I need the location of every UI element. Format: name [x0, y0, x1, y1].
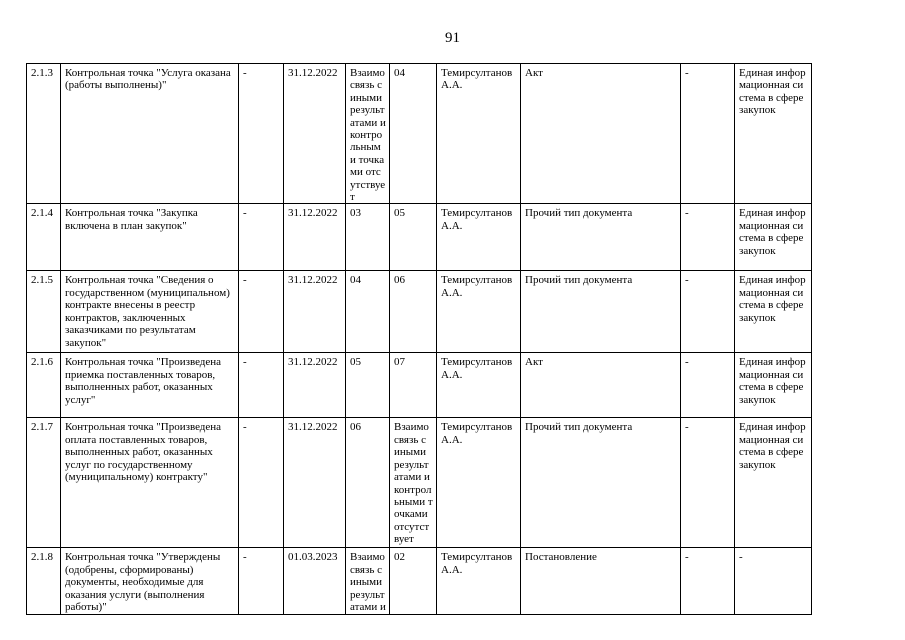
deadline-date: 31.12.2022 — [284, 204, 346, 271]
responsible-person: Темирсултанов А.А. — [437, 548, 521, 615]
information-system: Единая информационная система в сфере закупок — [735, 353, 812, 418]
row-number: 2.1.3 — [27, 64, 61, 204]
information-system: Единая информационная система в сфере закупок — [735, 204, 812, 271]
responsible-person: Темирсултанов А.А. — [437, 271, 521, 353]
dash-cell: - — [681, 353, 735, 418]
control-point-name: Контрольная точка "Услуга оказана (работы выполнены)" — [61, 64, 239, 204]
information-system: Единая информационная система в сфере закупок — [735, 271, 812, 353]
row-number: 2.1.7 — [27, 418, 61, 548]
successor-cell: 04 — [390, 64, 437, 204]
responsible-person: Темирсултанов А.А. — [437, 204, 521, 271]
dash-cell: - — [681, 271, 735, 353]
row-number: 2.1.4 — [27, 204, 61, 271]
table-row — [27, 204, 812, 271]
page-number: 91 — [445, 30, 460, 46]
dash-cell: - — [681, 418, 735, 548]
predecessor-cell: Взаимосвязь с иными результатами и контрольными точками отсутствует — [346, 64, 390, 204]
dash-cell: - — [681, 64, 735, 204]
responsible-person: Темирсултанов А.А. — [437, 418, 521, 548]
predecessor-cell: 04 — [346, 271, 390, 353]
table-row — [27, 418, 812, 548]
document-type: Акт — [521, 353, 681, 418]
document-type: Прочий тип документа — [521, 418, 681, 548]
dash-cell: - — [239, 418, 284, 548]
dash-cell: - — [681, 204, 735, 271]
successor-cell: Взаимосвязь с иными результатами и контрольными точками отсутствует — [390, 418, 437, 548]
successor-cell: 07 — [390, 353, 437, 418]
responsible-person: Темирсултанов А.А. — [437, 353, 521, 418]
successor-cell: 06 — [390, 271, 437, 353]
predecessor-cell: 06 — [346, 418, 390, 548]
row-number: 2.1.8 — [27, 548, 61, 615]
predecessor-cell: 05 — [346, 353, 390, 418]
row-number: 2.1.6 — [27, 353, 61, 418]
dash-cell: - — [239, 64, 284, 204]
information-system: Единая информационная система в сфере закупок — [735, 418, 812, 548]
deadline-date: 31.12.2022 — [284, 418, 346, 548]
control-point-name: Контрольная точка "Произведена оплата поставленных товаров, выполненных работ, оказанных услуг по государственному (муниципальному) контракту" — [61, 418, 239, 548]
control-point-name: Контрольная точка "Произведена приемка поставленных товаров, выполненных работ, оказанных услуг" — [61, 353, 239, 418]
row-number: 2.1.5 — [27, 271, 61, 353]
dash-cell: - — [239, 353, 284, 418]
dash-cell: - — [239, 204, 284, 271]
responsible-person: Темирсултанов А.А. — [437, 64, 521, 204]
table-row — [27, 64, 812, 204]
table-row — [27, 353, 812, 418]
dash-cell: - — [239, 271, 284, 353]
dash-cell: - — [239, 548, 284, 615]
deadline-date: 01.03.2023 — [284, 548, 346, 615]
control-point-name: Контрольная точка "Сведения о государственном (муниципальном) контракте внесены в реестр контрактов, заключенных заказчиками по результатам закупок" — [61, 271, 239, 353]
deadline-date: 31.12.2022 — [284, 64, 346, 204]
successor-cell: 05 — [390, 204, 437, 271]
document-type: Акт — [521, 64, 681, 204]
information-system: - — [735, 548, 812, 615]
control-points-table — [26, 63, 812, 615]
table-row — [27, 271, 812, 353]
table-row — [27, 548, 812, 615]
deadline-date: 31.12.2022 — [284, 271, 346, 353]
successor-cell: 02 — [390, 548, 437, 615]
control-point-name: Контрольная точка "Утверждены (одобрены, сформированы) документы, необходимые для оказания услуги (выполнения работы)" — [61, 548, 239, 615]
deadline-date: 31.12.2022 — [284, 353, 346, 418]
predecessor-cell: Взаимосвязь с иными результатами и — [346, 548, 390, 615]
document-type: Прочий тип документа — [521, 271, 681, 353]
predecessor-cell: 03 — [346, 204, 390, 271]
document-type: Прочий тип документа — [521, 204, 681, 271]
information-system: Единая информационная система в сфере закупок — [735, 64, 812, 204]
document-type: Постановление — [521, 548, 681, 615]
dash-cell: - — [681, 548, 735, 615]
control-point-name: Контрольная точка "Закупка включена в план закупок" — [61, 204, 239, 271]
